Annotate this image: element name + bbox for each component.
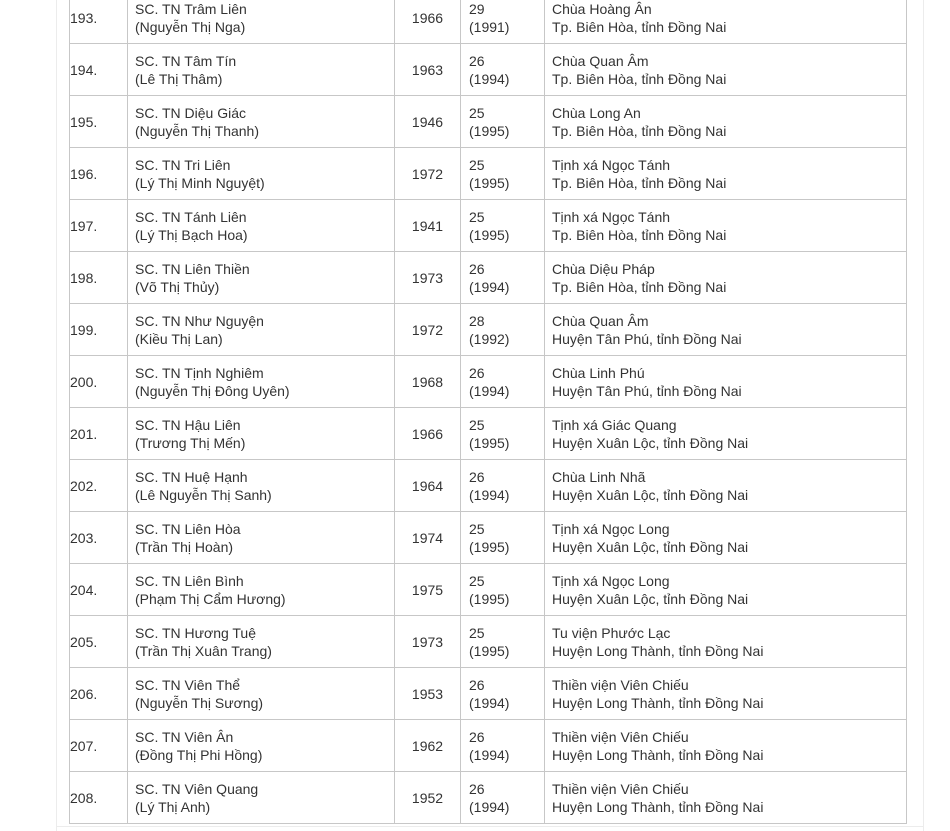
dharma-name: SC. TN Trâm Liên <box>135 0 247 17</box>
table-row <box>70 304 907 356</box>
dharma-name: SC. TN Tâm Tín <box>135 52 237 69</box>
nun-roster-table <box>69 0 907 824</box>
lay-name: (Nguyễn Thị Đông Uyên) <box>135 382 290 399</box>
name-cell <box>128 512 395 564</box>
table-row <box>70 512 907 564</box>
place-cell <box>545 408 907 460</box>
temple-location: Huyện Long Thành, tỉnh Đồng Nai <box>552 642 764 659</box>
dharma-name: SC. TN Viên Quang <box>135 780 259 797</box>
age-value: 26 <box>469 780 485 797</box>
birth-year: 1963 <box>395 44 461 96</box>
age-value: 29 <box>469 0 485 17</box>
dharma-name: SC. TN Liên Thiền <box>135 260 250 277</box>
birth-year: 1972 <box>395 148 461 200</box>
temple-location: Tp. Biên Hòa, tỉnh Đồng Nai <box>552 174 727 191</box>
ordination-year: (1995) <box>469 174 510 191</box>
place-cell <box>545 564 907 616</box>
table-row <box>70 720 907 772</box>
ordination-year: (1995) <box>469 434 510 451</box>
birth-year: 1966 <box>395 408 461 460</box>
place-cell <box>545 44 907 96</box>
name-cell <box>128 356 395 408</box>
dharma-name: SC. TN Tri Liên <box>135 156 231 173</box>
ordination-year: (1994) <box>469 798 510 815</box>
birth-year: 1953 <box>395 668 461 720</box>
dharma-name: SC. TN Tịnh Nghiêm <box>135 364 264 381</box>
age-cell <box>461 720 545 772</box>
lay-name: (Lý Thị Anh) <box>135 798 211 815</box>
birth-year: 1968 <box>395 356 461 408</box>
age-cell <box>461 668 545 720</box>
name-cell <box>128 668 395 720</box>
dharma-name: SC. TN Liên Hòa <box>135 520 241 537</box>
temple-location: Huyện Xuân Lộc, tỉnh Đồng Nai <box>552 434 749 451</box>
temple-location: Huyện Long Thành, tỉnh Đồng Nai <box>552 746 764 763</box>
temple-location: Huyện Tân Phú, tỉnh Đồng Nai <box>552 330 742 347</box>
place-cell <box>545 304 907 356</box>
place-cell <box>545 720 907 772</box>
temple-name: Tu viện Phước Lạc <box>552 624 671 641</box>
name-cell <box>128 0 395 44</box>
age-cell <box>461 512 545 564</box>
ordination-year: (1995) <box>469 642 510 659</box>
ordination-year: (1994) <box>469 746 510 763</box>
temple-name: Chùa Long An <box>552 104 641 121</box>
row-number: 193. <box>70 0 128 44</box>
row-number: 200. <box>70 356 128 408</box>
row-number: 208. <box>70 772 128 824</box>
temple-name: Tịnh xá Giác Quang <box>552 416 677 433</box>
row-number: 199. <box>70 304 128 356</box>
ordination-year: (1992) <box>469 330 510 347</box>
name-cell <box>128 408 395 460</box>
age-cell <box>461 304 545 356</box>
temple-location: Tp. Biên Hòa, tỉnh Đồng Nai <box>552 70 727 87</box>
birth-year: 1972 <box>395 304 461 356</box>
temple-name: Chùa Diệu Pháp <box>552 260 655 277</box>
dharma-name: SC. TN Huệ Hạnh <box>135 468 248 485</box>
ordination-year: (1991) <box>469 18 510 35</box>
ordination-year: (1995) <box>469 538 510 555</box>
age-cell <box>461 564 545 616</box>
name-cell <box>128 720 395 772</box>
table-row <box>70 460 907 512</box>
lay-name: (Lý Thị Bạch Hoa) <box>135 226 248 243</box>
row-number: 204. <box>70 564 128 616</box>
birth-year: 1962 <box>395 720 461 772</box>
temple-name: Thiền viện Viên Chiếu <box>552 728 689 745</box>
table-row <box>70 616 907 668</box>
row-number: 196. <box>70 148 128 200</box>
birth-year: 1973 <box>395 616 461 668</box>
place-cell <box>545 460 907 512</box>
dharma-name: SC. TN Tánh Liên <box>135 208 247 225</box>
lay-name: (Nguyễn Thị Nga) <box>135 18 246 35</box>
temple-name: Tịnh xá Ngọc Tánh <box>552 156 671 173</box>
dharma-name: SC. TN Hương Tuệ <box>135 624 257 641</box>
age-value: 26 <box>469 364 485 381</box>
row-number: 201. <box>70 408 128 460</box>
row-number: 197. <box>70 200 128 252</box>
temple-name: Chùa Linh Phú <box>552 364 645 381</box>
dharma-name: SC. TN Viên Ân <box>135 728 234 745</box>
table-row <box>70 148 907 200</box>
ordination-year: (1994) <box>469 486 510 503</box>
place-cell <box>545 616 907 668</box>
name-cell <box>128 460 395 512</box>
age-cell <box>461 44 545 96</box>
row-number: 206. <box>70 668 128 720</box>
age-value: 25 <box>469 416 485 433</box>
age-value: 26 <box>469 468 485 485</box>
temple-name: Tịnh xá Ngọc Tánh <box>552 208 671 225</box>
lay-name: (Nguyễn Thị Thanh) <box>135 122 259 139</box>
name-cell <box>128 304 395 356</box>
place-cell <box>545 252 907 304</box>
temple-name: Thiền viện Viên Chiếu <box>552 676 689 693</box>
ordination-year: (1994) <box>469 70 510 87</box>
birth-year: 1946 <box>395 96 461 148</box>
temple-location: Huyện Tân Phú, tỉnh Đồng Nai <box>552 382 742 399</box>
birth-year: 1941 <box>395 200 461 252</box>
age-value: 26 <box>469 676 485 693</box>
temple-name: Chùa Quan Âm <box>552 312 649 329</box>
birth-year: 1973 <box>395 252 461 304</box>
table-row <box>70 564 907 616</box>
age-cell <box>461 356 545 408</box>
place-cell <box>545 668 907 720</box>
age-value: 25 <box>469 520 485 537</box>
ordination-year: (1995) <box>469 590 510 607</box>
name-cell <box>128 200 395 252</box>
ordination-year: (1994) <box>469 694 510 711</box>
age-value: 25 <box>469 624 485 641</box>
name-cell <box>128 148 395 200</box>
lay-name: (Lý Thị Minh Nguyệt) <box>135 174 265 191</box>
temple-name: Chùa Linh Nhã <box>552 468 646 485</box>
lay-name: (Lê Nguyễn Thị Sanh) <box>135 486 272 503</box>
row-number: 202. <box>70 460 128 512</box>
birth-year: 1974 <box>395 512 461 564</box>
place-cell <box>545 0 907 44</box>
temple-name: Thiền viện Viên Chiếu <box>552 780 689 797</box>
temple-name: Tịnh xá Ngọc Long <box>552 572 670 589</box>
name-cell <box>128 252 395 304</box>
table-row <box>70 356 907 408</box>
place-cell <box>545 772 907 824</box>
place-cell <box>545 200 907 252</box>
table-row <box>70 668 907 720</box>
temple-location: Huyện Long Thành, tỉnh Đồng Nai <box>552 694 764 711</box>
age-value: 25 <box>469 572 485 589</box>
temple-location: Tp. Biên Hòa, tỉnh Đồng Nai <box>552 226 727 243</box>
row-number: 195. <box>70 96 128 148</box>
temple-location: Huyện Long Thành, tỉnh Đồng Nai <box>552 798 764 815</box>
birth-year: 1975 <box>395 564 461 616</box>
ordination-year: (1995) <box>469 226 510 243</box>
age-value: 26 <box>469 52 485 69</box>
age-cell <box>461 252 545 304</box>
temple-location: Tp. Biên Hòa, tỉnh Đồng Nai <box>552 18 727 35</box>
lay-name: (Trương Thị Mến) <box>135 434 246 451</box>
place-cell <box>545 96 907 148</box>
dharma-name: SC. TN Diệu Giác <box>135 104 246 121</box>
age-cell <box>461 96 545 148</box>
lay-name: (Nguyễn Thị Sương) <box>135 694 264 711</box>
age-cell <box>461 200 545 252</box>
temple-location: Tp. Biên Hòa, tỉnh Đồng Nai <box>552 278 727 295</box>
age-cell <box>461 772 545 824</box>
age-cell <box>461 0 545 44</box>
name-cell <box>128 44 395 96</box>
lay-name: (Lê Thị Thâm) <box>135 70 223 87</box>
lay-name: (Trần Thị Xuân Trang) <box>135 642 272 659</box>
ordination-year: (1994) <box>469 278 510 295</box>
row-number: 205. <box>70 616 128 668</box>
birth-year: 1952 <box>395 772 461 824</box>
age-cell <box>461 616 545 668</box>
age-cell <box>461 460 545 512</box>
temple-location: Huyện Xuân Lộc, tỉnh Đồng Nai <box>552 590 749 607</box>
age-value: 28 <box>469 312 485 329</box>
age-value: 26 <box>469 260 485 277</box>
name-cell <box>128 616 395 668</box>
place-cell <box>545 512 907 564</box>
age-value: 25 <box>469 156 485 173</box>
age-cell <box>461 148 545 200</box>
temple-name: Chùa Hoàng Ân <box>552 0 652 17</box>
page-bottom-divider <box>56 826 924 827</box>
row-number: 194. <box>70 44 128 96</box>
lay-name: (Đồng Thị Phi Hồng) <box>135 746 263 763</box>
age-cell <box>461 408 545 460</box>
table-row <box>70 44 907 96</box>
dharma-name: SC. TN Hậu Liên <box>135 416 241 433</box>
place-cell <box>545 356 907 408</box>
name-cell <box>128 772 395 824</box>
table-row <box>70 200 907 252</box>
ordination-year: (1994) <box>469 382 510 399</box>
row-number: 198. <box>70 252 128 304</box>
table-row <box>70 408 907 460</box>
table-row <box>70 252 907 304</box>
table-row <box>70 96 907 148</box>
temple-location: Huyện Xuân Lộc, tỉnh Đồng Nai <box>552 538 749 555</box>
lay-name: (Trần Thị Hoàn) <box>135 538 234 555</box>
lay-name: (Kiều Thị Lan) <box>135 330 223 347</box>
ordination-year: (1995) <box>469 122 510 139</box>
name-cell <box>128 96 395 148</box>
birth-year: 1966 <box>395 0 461 44</box>
lay-name: (Võ Thị Thủy) <box>135 278 220 295</box>
temple-name: Tịnh xá Ngọc Long <box>552 520 670 537</box>
row-number: 207. <box>70 720 128 772</box>
temple-location: Tp. Biên Hòa, tỉnh Đồng Nai <box>552 122 727 139</box>
table-row <box>70 0 907 44</box>
place-cell <box>545 148 907 200</box>
temple-location: Huyện Xuân Lộc, tỉnh Đồng Nai <box>552 486 749 503</box>
dharma-name: SC. TN Như Nguyện <box>135 312 264 329</box>
age-value: 26 <box>469 728 485 745</box>
temple-name: Chùa Quan Âm <box>552 52 649 69</box>
age-value: 25 <box>469 104 485 121</box>
table-row <box>70 772 907 824</box>
dharma-name: SC. TN Viên Thể <box>135 676 241 693</box>
dharma-name: SC. TN Liên Bình <box>135 572 244 589</box>
name-cell <box>128 564 395 616</box>
row-number: 203. <box>70 512 128 564</box>
birth-year: 1964 <box>395 460 461 512</box>
age-value: 25 <box>469 208 485 225</box>
lay-name: (Phạm Thị Cẩm Hương) <box>135 590 286 607</box>
